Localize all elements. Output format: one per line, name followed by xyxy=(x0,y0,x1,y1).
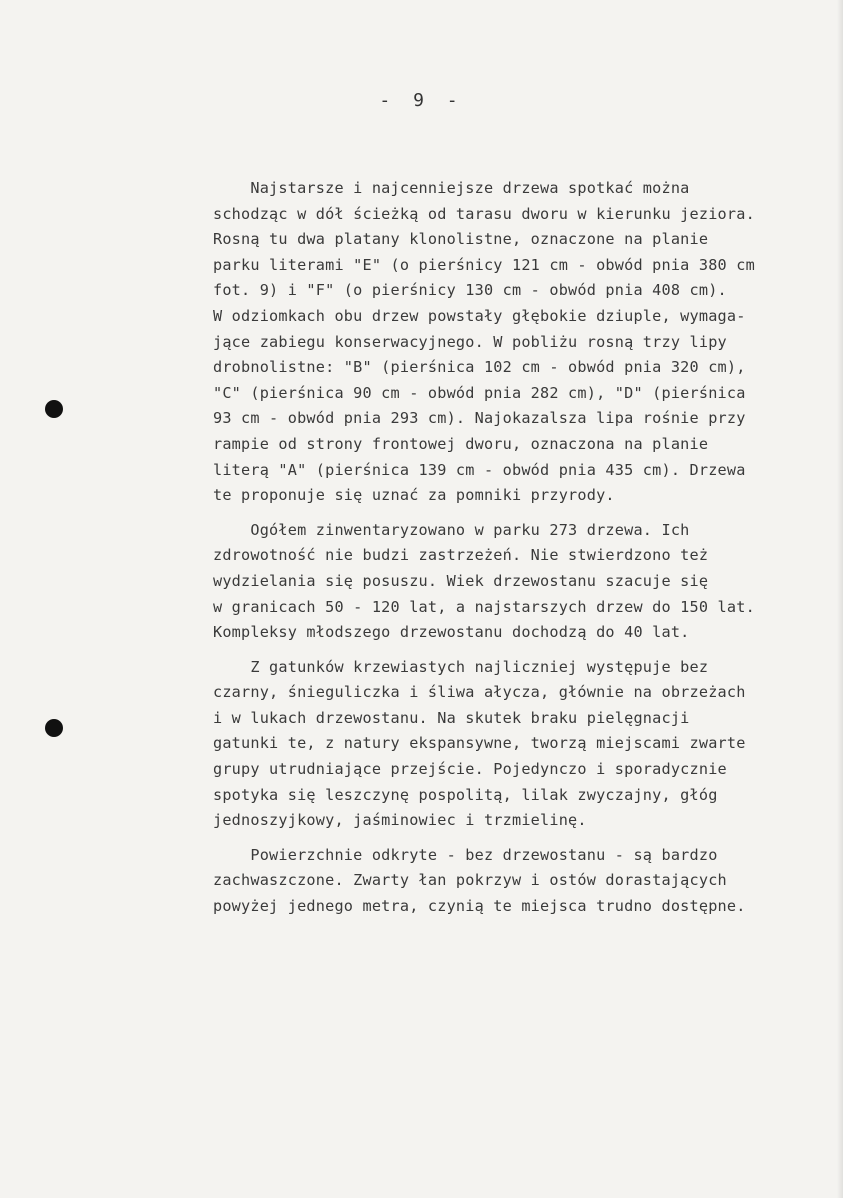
text-line: w granicach 50 - 120 lat, a najstarszych drzew do 150 lat. xyxy=(213,597,755,616)
paragraph xyxy=(213,843,813,920)
text-line: schodząc w dół ścieżką od tarasu dworu w kierunku jeziora. xyxy=(213,204,755,223)
punch-hole-bottom xyxy=(45,719,63,737)
text-line: wydzielania się posuszu. Wiek drzewostanu szacuje się xyxy=(213,571,709,590)
text-line: Powierzchnie odkryte - bez drzewostanu - są bardzo xyxy=(213,845,718,864)
text-line: Ogółem zinwentaryzowano w parku 273 drzewa. Ich xyxy=(213,520,690,539)
text-line: czarny, śnieguliczka i śliwa ałycza, głównie na obrzeżach xyxy=(213,683,746,702)
paragraph xyxy=(213,655,813,834)
text-line: Kompleksy młodszego drzewostanu dochodzą do 40 lat. xyxy=(213,623,690,642)
text-line: rampie od strony frontowej dworu, oznaczona na planie xyxy=(213,434,709,453)
text-line: te proponuje się uznać za pomniki przyrody. xyxy=(213,486,615,505)
paragraph xyxy=(213,518,813,646)
text-line: zachwaszczone. Zwarty łan pokrzyw i ostów dorastających xyxy=(213,871,727,890)
text-line: Rosną tu dwa platany klonolistne, oznaczone na planie xyxy=(213,230,709,249)
text-line: fot. 9) i "F" (o pierśnicy 130 cm - obwód pnia 408 cm). xyxy=(213,281,727,300)
paragraph xyxy=(213,176,813,509)
document-body xyxy=(213,176,813,920)
text-line: jednoszyjkowy, jaśminowiec i trzmielinę. xyxy=(213,811,587,830)
paragraph-gap xyxy=(213,834,813,843)
text-line: powyżej jednego metra, czynią te miejsca trudno dostępne. xyxy=(213,897,746,916)
text-line: "C" (pierśnica 90 cm - obwód pnia 282 cm), "D" (pierśnica xyxy=(213,383,746,402)
text-line: Najstarsze i najcenniejsze drzewa spotkać można xyxy=(213,179,690,197)
text-line: spotyka się leszczynę pospolitą, lilak zwyczajny, głóg xyxy=(213,785,718,804)
text-line: gatunki te, z natury ekspansywne, tworzą miejscami zwarte xyxy=(213,734,746,753)
text-line: jące zabiegu konserwacyjnego. W pobliżu rosną trzy lipy xyxy=(213,332,727,351)
text-line: Z gatunków krzewiastych najliczniej występuje bez xyxy=(213,657,709,676)
paragraph-gap xyxy=(213,509,813,518)
text-line: 93 cm - obwód pnia 293 cm). Najokazalsza lipa rośnie przy xyxy=(213,409,746,428)
text-line: zdrowotność nie budzi zastrzeżeń. Nie stwierdzono też xyxy=(213,546,709,565)
page-number: - 9 - xyxy=(379,90,464,111)
text-line: parku literami "E" (o pierśnicy 121 cm - obwód pnia 380 cm xyxy=(213,255,755,274)
punch-hole-top xyxy=(45,400,63,418)
paragraph-gap xyxy=(213,646,813,655)
page-edge xyxy=(837,0,843,1198)
text-line: W odziomkach obu drzew powstały głębokie dziuple, wymaga- xyxy=(213,306,746,325)
text-line: drobnolistne: "B" (pierśnica 102 cm - obwód pnia 320 cm), xyxy=(213,358,746,377)
text-line: grupy utrudniające przejście. Pojedynczo i sporadycznie xyxy=(213,760,727,779)
text-line: i w lukach drzewostanu. Na skutek braku pielęgnacji xyxy=(213,708,690,727)
text-line: literą "A" (pierśnica 139 cm - obwód pnia 435 cm). Drzewa xyxy=(213,460,746,479)
